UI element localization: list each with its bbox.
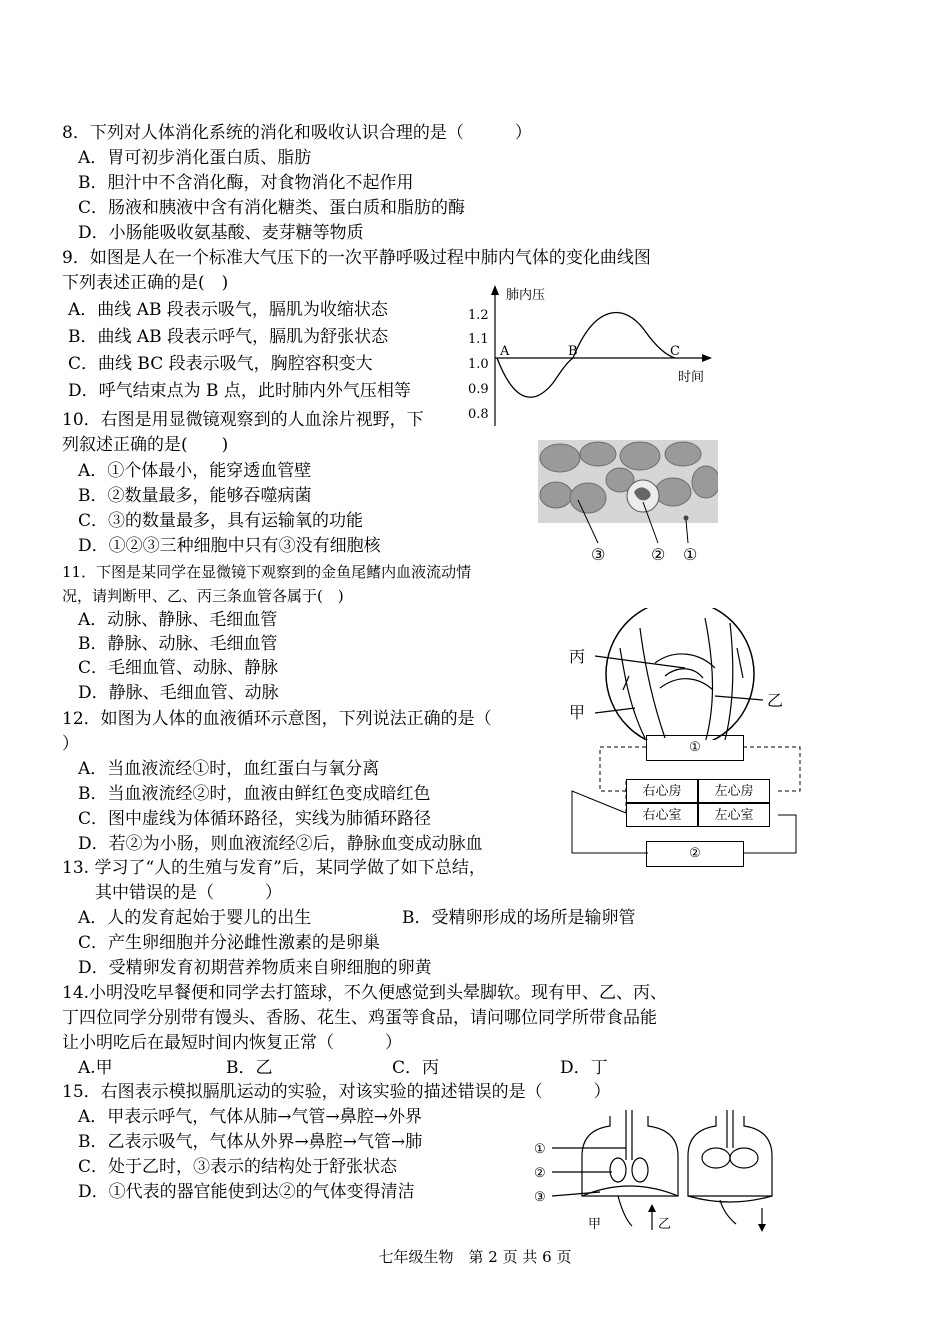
left-atrium: 左心房 <box>698 779 770 803</box>
q14-option-b: B．乙 <box>226 1058 273 1078</box>
q12-stem-line2: ） <box>62 734 79 754</box>
q15-option-b: B．乙表示吸气，气体从外界→鼻腔→气管→肺 <box>78 1132 423 1152</box>
diaphragm-jia <box>582 1186 678 1196</box>
q11-fish-tail-diagram <box>565 608 795 740</box>
q14-stem-line1: 14.小明没吃早餐便和同学去打篮球，不久便感觉到头晕脚软。现有甲、乙、丙、 <box>62 983 668 1003</box>
q13-option-d: D．受精卵发育初期营养物质来自卵细胞的卵黄 <box>78 958 432 978</box>
label-yi-pointer <box>715 696 763 700</box>
q13-stem-line2: 其中错误的是（ ） <box>95 883 282 903</box>
capillary <box>665 669 703 678</box>
label-1: ① <box>534 1142 546 1157</box>
q10-option-d: D．①②③三种细胞中只有③没有细胞核 <box>78 536 381 556</box>
hand-yi <box>720 1200 736 1224</box>
y-tick-0-9: 0.9 <box>468 382 489 397</box>
x-axis-label: 时间 <box>678 370 705 385</box>
q10-option-c: C．③的数量最多，具有运输氧的功能 <box>78 511 364 531</box>
arrow-up-head <box>648 1204 656 1212</box>
y-tick-0-8: 0.8 <box>468 407 489 422</box>
lung-jia-right <box>632 1158 648 1182</box>
q14-option-c: C．丙 <box>392 1058 440 1078</box>
q11-option-a: A．动脉、静脉、毛细血管 <box>78 610 278 630</box>
q8-option-a: A．胃可初步消化蛋白质、脂肪 <box>78 148 312 168</box>
y-axis-label: 肺内压 <box>506 288 546 303</box>
red-blood-cell <box>665 442 701 466</box>
label-jia: 甲 <box>569 703 586 722</box>
q10-option-a: A．①个体最小，能穿透血管壁 <box>78 461 312 481</box>
right-atrium: 右心房 <box>626 779 698 803</box>
point-a: A <box>500 344 510 359</box>
q8-option-c: C．肠液和胰液中含有消化糖类、蛋白质和脂肪的酶 <box>78 198 466 218</box>
organ-box-1: ① <box>646 735 744 761</box>
q12-option-b: B．当血液流经②时，血液由鲜红色变成暗红色 <box>78 784 431 804</box>
y-tick-1-1: 1.1 <box>468 332 489 347</box>
label-bing: 丙 <box>569 647 586 666</box>
q9-option-b: B．曲线 AB 段表示呼气，膈肌为舒张状态 <box>68 327 389 347</box>
q14-stem-line2: 丁四位同学分别带有馒头、香肠、花生、鸡蛋等食品，请问哪位同学所带食品能 <box>62 1008 657 1028</box>
left-ventricle: 左心室 <box>698 803 770 827</box>
q15-option-d: D．①代表的器官能使到达②的气体变得清洁 <box>78 1182 415 1202</box>
q11-stem-line2: 况，请判断甲、乙、丙三条血管各属于( ) <box>62 587 344 605</box>
q11-option-d: D．静脉、毛细血管、动脉 <box>78 683 279 703</box>
label-3: ③ <box>534 1190 546 1205</box>
label-2: ② <box>651 545 666 564</box>
lung-yi-right <box>730 1148 758 1168</box>
red-blood-cell <box>620 442 660 470</box>
q12-option-a: A．当血液流经①时，血红蛋白与氧分离 <box>78 759 380 779</box>
red-blood-cell <box>540 482 572 508</box>
vessel-bing-wall <box>655 654 715 668</box>
label-2: ② <box>534 1166 546 1181</box>
q13-option-a: A．人的发育起始于婴儿的出生 <box>78 908 312 928</box>
q9-option-c: C．曲线 BC 段表示吸气，胸腔容积变大 <box>68 354 373 374</box>
q12-option-c: C．图中虚线为体循环路径，实线为肺循环路径 <box>78 809 432 829</box>
arrow-down-head <box>758 1224 766 1232</box>
q15-stem: 15．右图表示模拟膈肌运动的实验，对该实验的描述错误的是（ ） <box>62 1082 611 1102</box>
label-jia: 甲 <box>588 1217 602 1232</box>
q11-option-c: C．毛细血管、动脉、静脉 <box>78 658 279 678</box>
q8-option-b: B．胆汁中不含消化酶，对食物消化不起作用 <box>78 173 414 193</box>
point-c: C <box>670 344 680 359</box>
red-blood-cell <box>580 442 616 466</box>
q13-option-b: B．受精卵形成的场所是输卵管 <box>402 908 636 928</box>
q9-option-d: D．呼气结束点为 B 点，此时肺内外气压相等 <box>68 381 411 401</box>
label-1: ① <box>683 545 698 564</box>
lung-jia-left <box>610 1158 626 1182</box>
vessel-jia-wall <box>640 628 665 738</box>
q10-option-b: B．②数量最多，能够吞噬病菌 <box>78 486 312 506</box>
y-tick-1-0: 1.0 <box>468 357 489 372</box>
q11-stem-line1: 11．下图是某同学在显微镜下观察到的金鱼尾鳍内血液流动情 <box>62 563 472 581</box>
red-blood-cell <box>570 483 606 513</box>
diaphragm-yi <box>688 1196 772 1202</box>
vessel-bing-wall <box>660 679 713 690</box>
lung-yi-left <box>702 1148 730 1168</box>
q10-stem-line2: 列叙述正确的是( ) <box>62 435 229 455</box>
q13-option-c: C．产生卵细胞并分泌雌性激素的是卵巢 <box>78 933 381 953</box>
vessel-yi-wall <box>725 623 733 740</box>
label-1-pointer <box>686 520 688 543</box>
flow-arrow <box>737 648 743 678</box>
q12-option-d: D．若②为小肠，则血液流经②后，静脉血变成动脉血 <box>78 834 483 854</box>
q14-stem-line3: 让小明吃后在最短时间内恢复正常（ ） <box>62 1033 402 1053</box>
vessel-yi-wall <box>705 618 713 740</box>
q15-option-a: A．甲表示呼气，气体从肺→气管→鼻腔→外界 <box>78 1107 423 1127</box>
q9-stem-line1: 9．如图是人在一个标准大气压下的一次平静呼吸过程中肺内气体的变化曲线图 <box>62 248 651 268</box>
q11-option-b: B．静脉、动脉、毛细血管 <box>78 634 278 654</box>
q14-option-d: D．丁 <box>560 1058 608 1078</box>
q12-circulation-diagram <box>568 733 802 868</box>
bell-jar-jia <box>582 1116 678 1196</box>
right-ventricle: 右心室 <box>626 803 698 827</box>
q8-stem: 8．下列对人体消化系统的消化和吸收认识合理的是（ ） <box>62 123 532 143</box>
x-axis-arrow <box>702 354 712 362</box>
q15-diaphragm-model <box>530 1108 780 1233</box>
red-blood-cell <box>540 444 580 472</box>
red-blood-cell <box>692 466 718 498</box>
pressure-curve <box>497 313 675 398</box>
hand-jia <box>618 1196 632 1226</box>
q9-option-a: A．曲线 AB 段表示吸气，膈肌为收缩状态 <box>68 300 388 320</box>
organ-box-2: ② <box>646 841 744 867</box>
q15-option-c: C．处于乙时，③表示的结构处于舒张状态 <box>78 1157 398 1177</box>
red-blood-cell <box>655 478 691 506</box>
label-yi: 乙 <box>658 1217 672 1232</box>
y-axis-arrow <box>491 285 499 295</box>
microscope-field <box>606 608 754 740</box>
q9-stem-line2: 下列表述正确的是( ) <box>62 273 229 293</box>
q12-stem-line1: 12．如图为人体的血液循环示意图，下列说法正确的是（ <box>62 709 492 729</box>
page-footer: 七年级生物 第 2 页 共 6 页 <box>378 1248 572 1266</box>
q10-blood-smear-image <box>538 440 718 565</box>
q8-option-d: D．小肠能吸收氨基酸、麦芽糖等物质 <box>78 223 364 243</box>
label-yi: 乙 <box>767 691 784 710</box>
point-b: B <box>568 344 578 359</box>
platelet <box>684 516 689 521</box>
q14-option-a: A.甲 <box>78 1058 113 1078</box>
q9-pressure-graph <box>460 283 720 431</box>
q10-stem-line1: 10．右图是用显微镜观察到的人血涂片视野，下 <box>62 410 424 430</box>
q13-stem-line1: 13. 学习了“人的生殖与发育”后，某同学做了如下总结， <box>62 858 486 878</box>
label-bing-pointer <box>595 656 685 668</box>
label-3: ③ <box>591 545 606 564</box>
y-tick-1-2: 1.2 <box>468 308 489 323</box>
